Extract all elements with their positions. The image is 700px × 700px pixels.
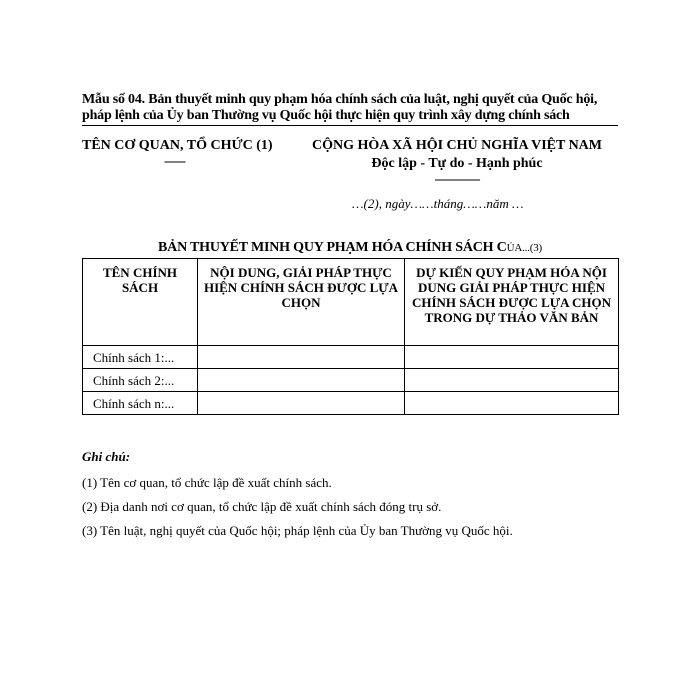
table-cell <box>405 392 619 415</box>
document-title <box>82 240 618 256</box>
organization-block <box>82 138 292 168</box>
table-cell <box>405 346 619 369</box>
notes-label: Ghi chú: <box>82 449 131 464</box>
organization-name: TÊN CƠ QUAN, TỔ CHỨC (1) <box>82 138 273 153</box>
national-title: CỘNG HÒA XÃ HỘI CHỦ NGHĨA VIỆT NAM <box>311 138 602 153</box>
motto-divider: --------------- <box>434 172 480 186</box>
national-title-block <box>296 138 618 185</box>
place-date-line: …(2), ngày……tháng……năm … <box>352 196 524 211</box>
table-cell <box>405 369 619 392</box>
national-motto: Độc lập - Tự do - Hạnh phúc <box>371 156 543 171</box>
note-item: (1) Tên cơ quan, tổ chức lập đề xuất chính sách. <box>82 475 332 490</box>
column-header-policy-name: TÊN CHÍNH SÁCH <box>83 259 198 346</box>
document-page <box>82 92 618 547</box>
table-row <box>83 369 619 392</box>
notes-section <box>82 449 618 539</box>
document-header <box>82 138 618 218</box>
column-header-solution: NỘI DUNG, GIẢI PHÁP THỰC HIỆN CHÍNH SÁCH ĐƯỢC LỰA CHỌN <box>198 259 405 346</box>
table-cell: Chính sách 1:... <box>83 346 198 369</box>
table-cell <box>198 392 405 415</box>
table-cell: Chính sách n:... <box>83 392 198 415</box>
table-cell <box>198 346 405 369</box>
table-row <box>83 392 619 415</box>
table-cell: Chính sách 2:... <box>83 369 198 392</box>
organization-divider: ------- <box>164 154 185 168</box>
document-title-suffix: ỦA...(3) <box>506 242 542 254</box>
note-item: (3) Tên luật, nghị quyết của Quốc hội; pháp lệnh của Ủy ban Thường vụ Quốc hội. <box>82 523 513 538</box>
table-row <box>83 346 619 369</box>
policy-table <box>82 258 619 415</box>
document-title-main: BẢN THUYẾT MINH QUY PHẠM HÓA CHÍNH SÁCH C <box>158 240 507 255</box>
table-cell <box>198 369 405 392</box>
form-title: Mẫu số 04. Bản thuyết minh quy phạm hóa chính sách của luật, nghị quyết của Quốc hội, pháp lệnh của Ủy ban Thường vụ Quốc hội thực hiện quy trình xây dựng chính sách <box>82 92 618 126</box>
note-item: (2) Địa danh nơi cơ quan, tổ chức lập đề xuất chính sách đóng trụ sở. <box>82 499 442 514</box>
table-header-row <box>83 259 619 346</box>
column-header-regulation: DỰ KIẾN QUY PHẠM HÓA NỘI DUNG GIẢI PHÁP THỰC HIỆN CHÍNH SÁCH ĐƯỢC LỰA CHỌN TRONG DỰ THẢO VĂN BẢN <box>405 259 619 346</box>
